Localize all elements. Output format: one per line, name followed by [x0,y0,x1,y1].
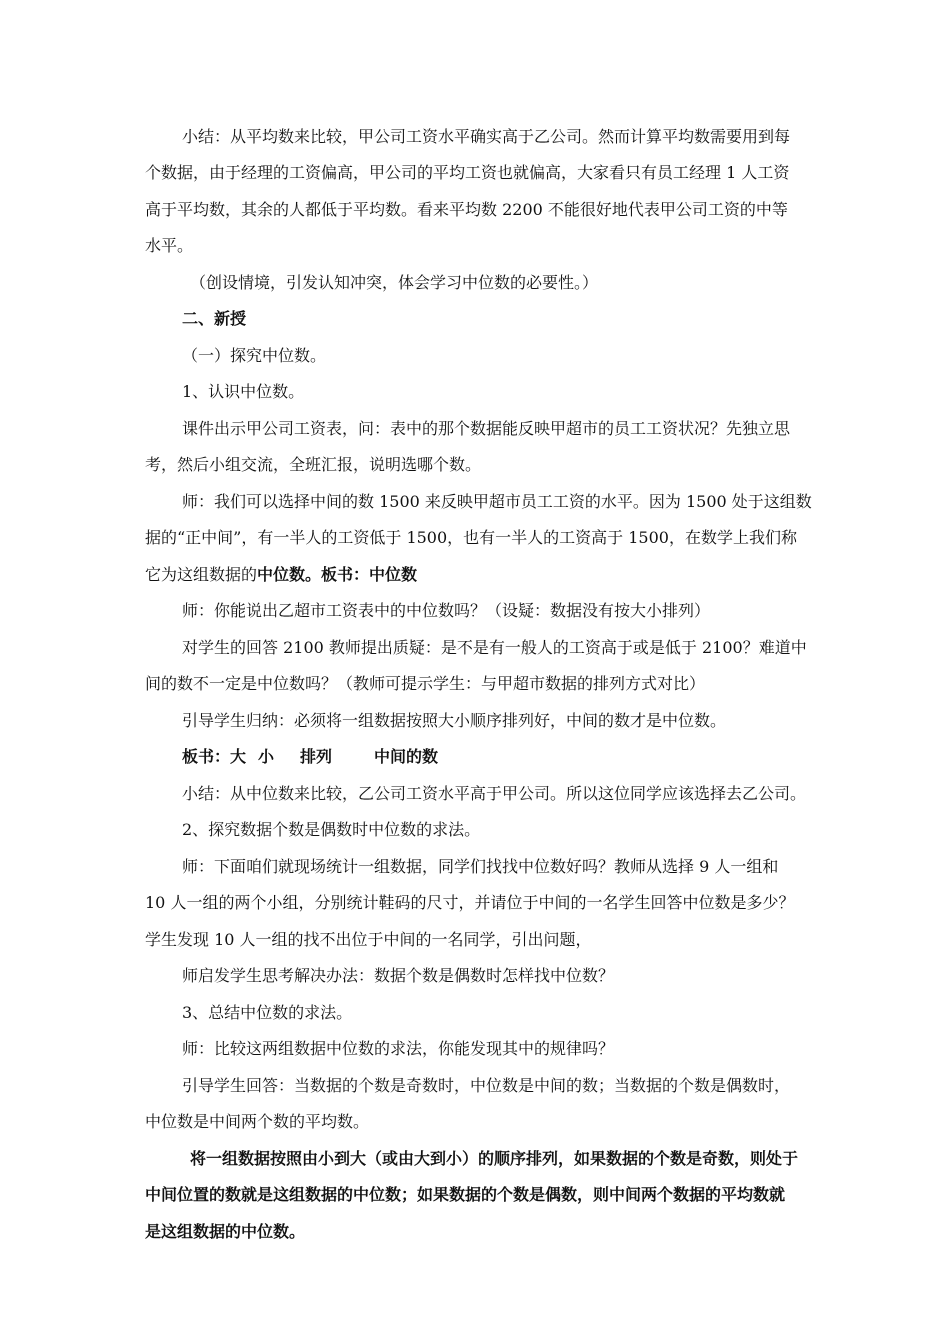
paragraph-line: 高于平均数，其余的人都低于平均数。看来平均数 2200 不能很好地代表甲公司工资的中等 [145,200,788,219]
paragraph-line: 据的“正中间”，有一半人的工资低于 1500，也有一半人的工资高于 1500，在数学上我们称 [145,528,797,547]
paragraph-line: 引导学生回答：当数据的个数是奇数时，中位数是中间的数；当数据的个数是偶数时， [182,1076,791,1095]
paragraph-line: 课件出示甲公司工资表，问：表中的那个数据能反映甲超市的员工工资状况？先独立思 [182,419,791,438]
step-heading: 2、探究数据个数是偶数时中位数的求法。 [182,820,481,839]
paragraph-line: 师：我们可以选择中间的数 1500 来反映甲超市员工工资的水平。因为 1500 处于这组数 [182,492,812,511]
paragraph-line: 师：比较这两组数据中位数的求法，你能发现其中的规律吗？ [182,1039,615,1058]
paragraph-line [145,564,417,586]
paragraph-line: 引导学生归纳：必须将一组数据按照大小顺序排列好，中间的数才是中位数。 [182,711,727,730]
step-heading: 3、总结中位数的求法。 [182,1003,353,1022]
text-span: 。 [305,565,322,584]
board-label: 板书：大 [182,747,247,766]
paragraph-line: 学生发现 10 人一组的找不出位于中间的一名同学，引出问题， [145,930,592,949]
paragraph-line: 中位数是中间两个数的平均数。 [145,1112,370,1131]
paragraph-line: 个数据，由于经理的工资偏高，甲公司的平均工资也就偏高，大家看只有员工经理 1 人工资 [145,163,790,182]
bold-term: 中位数 [257,565,306,584]
paragraph-line: 小结：从中位数来比较，乙公司工资水平高于甲公司。所以这位同学应该选择去乙公司。 [182,784,807,803]
board-note-line [182,746,438,768]
section-heading: 二、新授 [182,309,247,328]
board-word: 排列 [300,747,333,766]
paragraph-line: （创设情境，引发认知冲突，体会学习中位数的必要性。） [190,273,599,292]
board-word: 中间的数 [374,747,439,766]
step-heading: 1、认识中位数。 [182,382,305,401]
paragraph-line: 师：下面咱们就现场统计一组数据，同学们找找中位数好吗？教师从选择 9 人一组和 [182,857,779,876]
paragraph-line: 10 人一组的两个小组，分别统计鞋码的尺寸，并请位于中间的一名学生回答中位数是多少？ [145,893,795,912]
definition-line: 是这组数据的中位数。 [145,1222,306,1241]
board-word: 小 [258,747,275,766]
subsection-heading: （一）探究中位数。 [182,346,327,365]
paragraph-line: 师启发学生思考解决办法：数据个数是偶数时怎样找中位数？ [182,966,615,985]
paragraph-line: 间的数不一定是中位数吗？（教师可提示学生：与甲超市数据的排列方式对比） [145,674,706,693]
paragraph-line: 考，然后小组交流，全班汇报，说明选哪个数。 [145,455,482,474]
paragraph-line: 水平。 [145,236,194,255]
text-span: 它为这组数据的 [145,565,258,584]
definition-line: 中间位置的数就是这组数据的中位数；如果数据的个数是偶数，则中间两个数据的平均数就 [145,1185,786,1204]
paragraph-line: 师：你能说出乙超市工资表中的中位数吗？（设疑：数据没有按大小排列） [182,601,711,620]
paragraph-line: 小结：从平均数来比较，甲公司工资水平确实高于乙公司。然而计算平均数需要用到每 [182,127,791,146]
board-note: 板书：中位数 [321,565,418,584]
paragraph-line: 对学生的回答 2100 教师提出质疑：是不是有一般人的工资高于或是低于 2100？难道中 [182,638,807,657]
definition-line: 将一组数据按照由小到大（或由大到小）的顺序排列，如果数据的个数是奇数，则处于 [190,1149,799,1168]
